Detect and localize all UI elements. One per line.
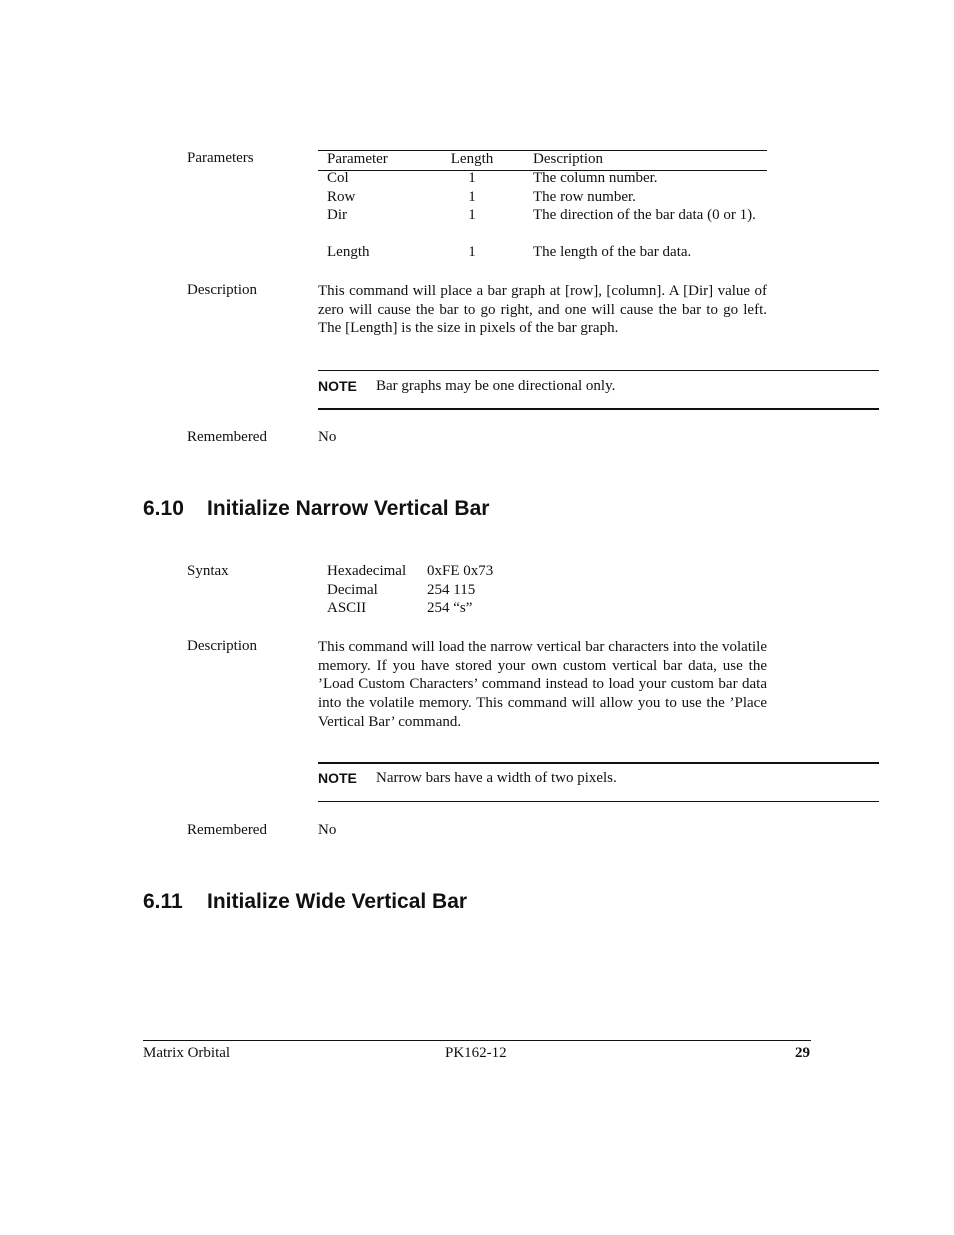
page-number: 29 [795, 1045, 810, 1061]
section-title: Initialize Narrow Vertical Bar [207, 497, 490, 520]
table-row-param: Dir [327, 207, 347, 223]
syntax-value: 254 “s” [427, 600, 473, 616]
description-label: Description [187, 638, 257, 654]
description-text: This command will place a bar graph at [row], [column]. A [Dir] value of zero will cause the bar to go right, and one will cause the bar to go left. The [Length] is the size in pixels of the bar graph. [318, 283, 767, 337]
footer-left: Matrix Orbital [143, 1045, 231, 1061]
syntax-value: 254 115 [427, 582, 476, 598]
table-row-length: 1 [468, 189, 476, 205]
table-header-description: Description [533, 151, 603, 167]
section-title: Initialize Wide Vertical Bar [207, 890, 468, 913]
section-heading [143, 497, 489, 521]
remembered-label: Remembered [187, 429, 267, 445]
section-heading [143, 890, 467, 914]
note-box [318, 370, 879, 411]
note-text: Bar graphs may be one directional only. [376, 378, 616, 394]
table-row-desc: The length of the bar data. [533, 244, 692, 260]
section-number: 6.10 [143, 497, 184, 520]
note-label: NOTE [318, 378, 357, 394]
note-top-rule [318, 370, 879, 371]
description-text: This command will load the narrow vertical bar characters into the volatile memory. If you have stored your own custom vertical bar data, use the ’Load Custom Characters’ command instead to load your custom bar data into the volatile memory. This command will allow you to use the ’Place Vertical Bar’ command. [318, 639, 767, 730]
table-row-param: Col [327, 170, 349, 186]
table-row-length: 1 [468, 207, 476, 223]
note-top-rule [318, 762, 879, 764]
table-row-param: Length [327, 244, 370, 260]
table-row-length: 1 [468, 170, 476, 186]
section-number: 6.11 [143, 890, 183, 913]
note-bottom-rule [318, 801, 879, 802]
note-text: Narrow bars have a width of two pixels. [376, 770, 617, 786]
syntax-key: Decimal [327, 582, 378, 598]
table-row-length: 1 [468, 244, 476, 260]
note-bottom-rule [318, 408, 879, 410]
table-row-param: Row [327, 189, 356, 205]
table-header-length: Length [450, 151, 494, 167]
note-box [318, 762, 879, 803]
footer-center: PK162-12 [445, 1045, 507, 1061]
remembered-value: No [318, 822, 337, 838]
table-row-desc: The direction of the bar data (0 or 1). [533, 207, 756, 223]
parameters-label: Parameters [187, 150, 254, 166]
table-row-desc: The column number. [533, 170, 658, 186]
table-header-parameter: Parameter [327, 151, 388, 167]
syntax-key: ASCII [327, 600, 367, 616]
table-row-desc: The row number. [533, 189, 636, 205]
remembered-label: Remembered [187, 822, 267, 838]
syntax-value: 0xFE 0x73 [427, 563, 494, 579]
description-label: Description [187, 282, 257, 298]
syntax-key: Hexadecimal [327, 563, 407, 579]
footer-rule [143, 1040, 811, 1041]
remembered-value: No [318, 429, 337, 445]
syntax-label: Syntax [187, 563, 229, 579]
note-label: NOTE [318, 770, 357, 786]
